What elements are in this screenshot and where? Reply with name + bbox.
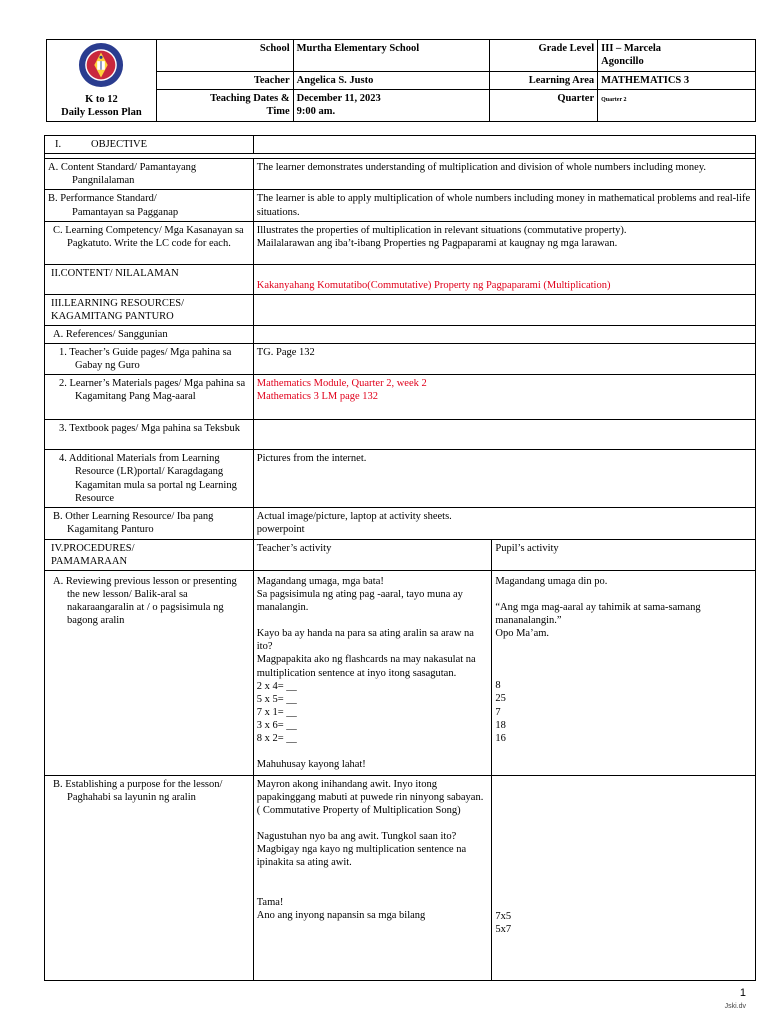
content-topic: Kakanyahang Komutatibo(Commutative) Property ng Pagpaparami (Multiplication) (256, 279, 611, 291)
establishing-teacher-activity (253, 775, 492, 980)
additional-materials-value: Pictures from the internet. (253, 450, 755, 508)
resources-heading-blank (253, 294, 755, 325)
procedures-heading (45, 539, 254, 570)
learners-materials-value (253, 375, 755, 420)
teachers-guide-value: TG. Page 132 (253, 344, 755, 375)
pupil-activity-line: 7 (495, 706, 501, 718)
quarter-value-cell (598, 89, 756, 121)
learning-area-label: Learning Area (490, 71, 598, 89)
performance-standard-text: The learner is able to apply multiplication of whole numbers including money in mathematical problems and real-life situations. (253, 190, 755, 221)
references-label: A. References/ Sanggunian (45, 325, 254, 343)
pupil-activity-line: 16 (495, 732, 506, 744)
grade-value (598, 40, 756, 72)
establishing-pupil-activity (492, 775, 756, 980)
learners-materials-value-1: Mathematics Module, Quarter 2, week 2 (256, 378, 427, 390)
pupil-activity-line (495, 588, 752, 601)
teacher-activity-line (257, 614, 489, 627)
content-text (253, 264, 755, 294)
teacher-activity-line: 3 x 6= __ (256, 720, 297, 731)
pupil-activity-line: Magandang umaga din po. (495, 575, 608, 587)
teacher-activity-line: Mahuhusay kayong lahat! (256, 759, 366, 771)
procedures-heading-2: PAMAMARAAN (51, 555, 128, 567)
reviewing-teacher-lines (257, 575, 489, 772)
teacher-activity-line: 7 x 1= __ (256, 706, 297, 718)
teacher-value: Angelica S. Justo (293, 71, 490, 89)
deped-seal-icon (78, 42, 124, 88)
teacher-activity-line: Tama! (256, 896, 284, 908)
teaching-date: December 11, 2023 (296, 92, 381, 104)
other-resource-value (253, 508, 755, 539)
learning-competency-text-2: Mailalarawan ang iba’t-ibang Properties ng Pagpaparami at kaugnay ng mga larawan. (256, 237, 618, 249)
establishing-pupil-lines (495, 910, 752, 936)
performance-standard-label-1: B. Performance Standard/ (48, 193, 157, 205)
header-table (46, 39, 756, 122)
teacher-activity-line: Sa pagsisimula ng ating pag -aaral, tayo muna ay manalangin. (256, 588, 463, 613)
content-standard-label-2: Pangnilalaman (72, 175, 135, 187)
other-resource-value-2: powerpoint (256, 524, 305, 536)
references-blank (253, 325, 755, 343)
reviewing-pupil-activity (492, 570, 756, 775)
objective-heading-num: I. (55, 139, 62, 150)
teaching-time: 9:00 am. (296, 106, 336, 118)
performance-standard-label (45, 190, 254, 221)
performance-standard-label-2: Pamantayan sa Pagganap (72, 206, 179, 218)
logo-cell (47, 40, 157, 122)
pupil-activity-line: Opo Ma’am. (495, 628, 550, 640)
pupil-activity-line: 25 (495, 693, 506, 705)
textbook-value (253, 420, 755, 450)
pupil-activity-line: 18 (495, 719, 506, 731)
pupil-activity-line: 8 (495, 680, 501, 692)
teacher-activity-line (257, 745, 489, 758)
quarter-label: Quarter (490, 89, 598, 121)
teaching-dates-label (156, 89, 293, 121)
teacher-activity-line: Magandang umaga, mga bata! (256, 575, 384, 587)
school-value: Murtha Elementary School (293, 40, 490, 72)
other-resource-value-1: Actual image/picture, laptop at activity sheets. (256, 511, 452, 523)
teacher-activity-line: Mayron akong inihandang awit. Inyo itong papakinggang mabuti at puwede rin ninyong sabayan. (256, 778, 484, 803)
reviewing-teacher-activity (253, 570, 492, 775)
teacher-activity-line: 8 x 2= __ (256, 733, 297, 745)
pupil-spacer (495, 778, 752, 910)
pupil-activity-line: 5x7 (495, 923, 512, 935)
content-standard-label-1: A. Content Standard/ Pamantayang (48, 162, 197, 174)
other-resource-label: B. Other Learning Resource/ Iba pang Kagamitang Panturo (45, 508, 254, 539)
learning-area-value: MATHEMATICS 3 (598, 71, 756, 89)
objective-heading (45, 136, 254, 154)
reviewing-lesson-label: A. Reviewing previous lesson or presenting the new lesson/ Balik-aral sa nakaraangaralin at / o pagsisimula ng bagong aralin (45, 570, 254, 775)
learners-materials-label: 2. Learner’s Materials pages/ Mga pahina sa Kagamitang Pang Mag-aaral (45, 375, 254, 420)
pupil-activity-line: 7x5 (495, 910, 512, 922)
teacher-activity-line: Ano ang inyong napansin sa mga bilang (256, 909, 426, 921)
teacher-activity-line: Nagustuhan nyo ba ang awit. Tungkol saan ito? (256, 831, 457, 843)
resources-heading (45, 294, 254, 325)
teacher-activity-line: ( Commutative Property of Multiplication Song) (256, 805, 461, 816)
page-number: 1 (739, 987, 746, 999)
pupil-activity-line (495, 653, 752, 666)
teacher-activity-line: 2 x 4= __ (256, 680, 297, 692)
learning-competency-label: C. Learning Competency/ Mga Kasanayan sa Pagkatuto. Write the LC code for each. (45, 221, 254, 264)
content-standard-text: The learner demonstrates understanding of multiplication and division of whole numbers including money. (253, 159, 755, 190)
teacher-activity-line: 5 x 5= __ (256, 693, 297, 705)
lesson-plan-table (44, 135, 756, 981)
content-heading: II.CONTENT/ NILALAMAN (45, 264, 254, 294)
teacher-activity-line: Magpapakita ako ng flashcards na may nakasulat na multiplication sentence at inyo itong sasagutan. (256, 654, 476, 679)
teacher-activity-line: Kayo ba ay handa na para sa ating aralin sa araw na ito? (256, 628, 474, 653)
teacher-label: Teacher (156, 71, 293, 89)
objective-heading-blank (253, 136, 755, 154)
teaching-dates-label-1: Teaching Dates & (210, 92, 290, 104)
objective-heading-text: OBJECTIVE (91, 139, 147, 150)
pupil-activity-line (495, 640, 752, 653)
pupil-activity-line (495, 666, 752, 679)
teacher-activity-line: Magbigay nga kayo ng multiplication sentence na ipinakita sa ating awit. (256, 844, 467, 869)
title-line-1: K to 12 (85, 94, 118, 106)
learning-competency-text (253, 221, 755, 264)
content-standard-label (45, 159, 254, 190)
teacher-activity-line (257, 870, 489, 883)
teacher-activity-line (257, 883, 489, 896)
title-line-2: Daily Lesson Plan (61, 107, 142, 119)
textbook-label: 3. Textbook pages/ Mga pahina sa Teksbuk (45, 420, 254, 450)
reviewing-pupil-lines (495, 575, 752, 745)
resources-heading-2: KAGAMITANG PANTURO (51, 310, 174, 322)
teaching-dates-value (293, 89, 490, 121)
teacher-activity-line (257, 817, 489, 830)
watermark: Jski.dv (724, 1003, 746, 1010)
resources-heading-1: III.LEARNING RESOURCES/ (51, 297, 184, 309)
teaching-dates-label-2: Time (266, 106, 290, 118)
procedures-heading-1: IV.PROCEDURES/ (51, 542, 135, 554)
pupil-activity-header: Pupil’s activity (492, 539, 756, 570)
school-label: School (156, 40, 293, 72)
establishing-purpose-label: B. Establishing a purpose for the lesson/ Paghahabi sa layunin ng aralin (45, 775, 254, 980)
grade-label: Grade Level (490, 40, 598, 72)
teacher-activity-header: Teacher’s activity (253, 539, 492, 570)
pupil-activity-line: “Ang mga mag-aaral ay tahimik at sama-samang mananalangin.” (495, 601, 701, 626)
additional-materials-label: 4. Additional Materials from Learning Resource (LR)portal/ Karagdagang Kagamitan mula sa portal ng Learning Resource (45, 450, 254, 508)
establishing-teacher-lines (257, 778, 489, 922)
learning-competency-text-1: Illustrates the properties of multiplication in relevant situations (commutative property). (256, 224, 627, 236)
learners-materials-value-2: Mathematics 3 LM page 132 (256, 391, 379, 403)
grade-value-line-1: III – Marcela (601, 43, 662, 54)
grade-value-line-2: Agoncillo (601, 56, 644, 68)
quarter-value: Quarter 2 (601, 96, 627, 103)
teachers-guide-label: 1. Teacher’s Guide pages/ Mga pahina sa Gabay ng Guro (45, 344, 254, 375)
